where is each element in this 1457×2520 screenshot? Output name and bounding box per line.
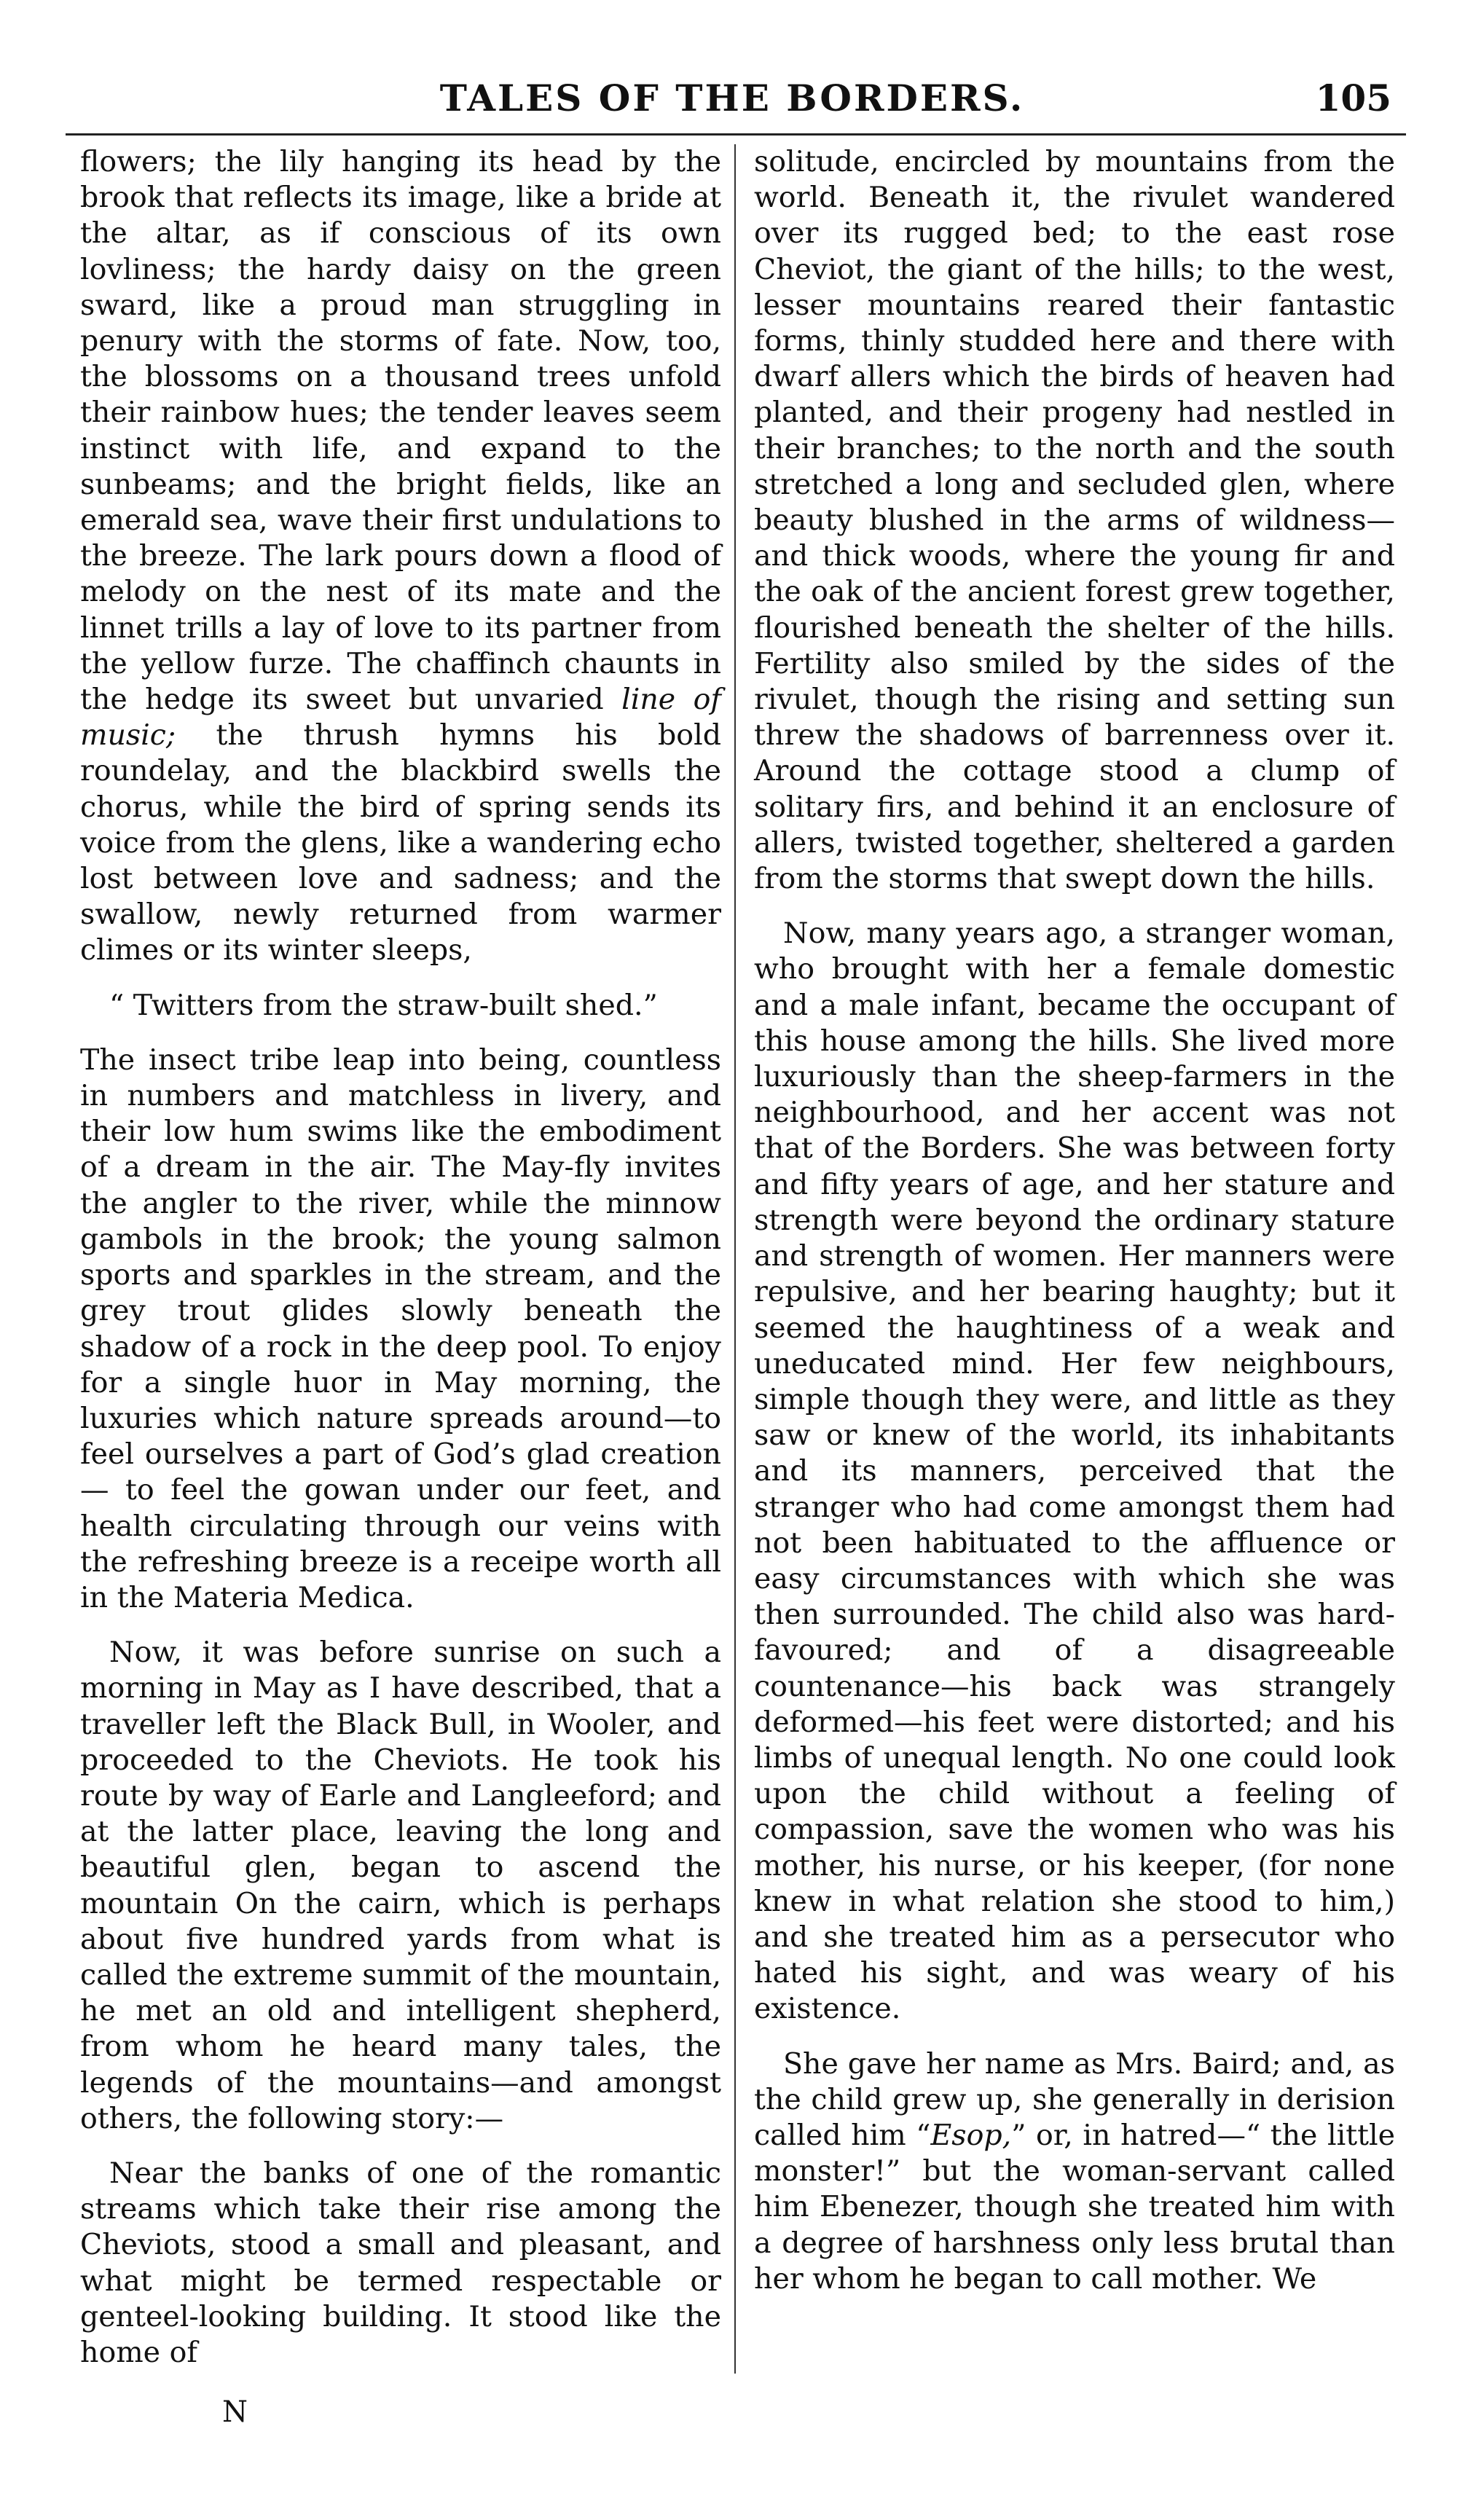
page-number: 105 — [1315, 76, 1391, 119]
paragraph-text: She gave her name as Mrs. Baird; and, as the child grew up, she generally in derision called him “ — [754, 2046, 1395, 2152]
column-divider — [734, 144, 736, 2374]
paragraph-text: ” or, in hatred—“ the little monster!” but the woman-servant called him Ebenezer, though she treated him with a degree of harshness only less brutal than her whom he began to call mother. We — [754, 2118, 1395, 2296]
italic-text: line of music; — [80, 683, 721, 753]
verse-quote: “ Twitters from the straw-built shed.” — [109, 988, 658, 1022]
paragraph — [754, 2046, 1395, 2297]
paragraph — [80, 144, 721, 969]
right-column — [754, 144, 1395, 2297]
paragraph: The insect tribe leap into being, countless in numbers and matchless in livery, and their low hum swims like the embodiment of a dream in the air. The May-fly invites the angler to the river, while the minnow gambols in the brook; the young salmon sports and sparkles in the stream, and the grey trout glides slowly beneath the shadow of a rock in the deep pool. To enjoy for a single huor in May morning, the luxuries which nature spreads around—to feel ourselves a part of God’s glad creation— to feel the gowan under our feet, and health circulating through our veins with the refreshing breeze is a receipe worth all in the Materia Medica. — [80, 1043, 721, 1614]
paragraph: Now, it was before sunrise on such a morning in May as I have described, that a traveller left the Black Bull, in Wooler, and proceeded to the Cheviots. He took his route by way of Earle and Langleeford; and at the latter place, leaving the long and beautiful glen, began to ascend the mountain On the cairn, which is perhaps about five hundred yards from what is called the extreme summit of the mountain, he met an old and intelligent shepherd, from whom he heard many tales, the legends of the mountains—and amongst others, the following story:— — [80, 1636, 721, 2135]
italic-text: Esop, — [930, 2118, 1012, 2152]
paragraph-text: flowers; the lily hanging its head by the brook that reflects its image, like a bride at the altar, as if conscious of its own lovliness; the hardy daisy on the green sward, like a proud man struggling in penury with the storms of fate. Now, too, the blossoms on a thousand trees unfold their rainbow hues; the tender leaves seem instinct with life, and expand to the sunbeams; and the bright fields, like an emerald sea, wave their first undulations to the breeze. The lark pours down a flood of melody on the nest of its mate and the linnet trills a lay of love to its partner from the yellow furze. The chaffinch chaunts in the hedge its sweet but unvaried — [80, 145, 721, 717]
running-title: TALES OF THE BORDERS. — [439, 76, 1025, 119]
header-rule — [66, 133, 1406, 136]
paragraph-text: the thrush hymns his bold roundelay, and the blackbird swells the chorus, while the bird of spring sends its voice from the glens, like a wandering echo lost between love and sadness; and the swallow, newly returned from warmer climes or its winter sleeps, — [80, 718, 721, 967]
paragraph: solitude, encircled by mountains from the world. Beneath it, the rivulet wandered over its rugged bed; to the east rose Cheviot, the giant of the hills; to the west, lesser mountains reared their fantastic forms, thinly studded here and there with dwarf allers which the birds of heaven had planted, and their progeny had nestled in their branches; to the north and the south stretched a long and secluded glen, where beauty blushed in the arms of wildness—and thick woods, where the young fir and the oak of the ancient forest grew together, flourished beneath the shelter of the hills. Fertility also smiled by the sides of the rivulet, though the rising and setting sun threw the shadows of barrenness over it. Around the cottage stood a clump of solitary firs, and behind it an enclosure of allers, twisted together, sheltered a garden from the storms that swept down the hills. — [754, 145, 1395, 896]
paragraph: Near the banks of one of the romantic streams which take their rise among the Cheviots, stood a small and pleasant, and what might be termed respectable or genteel-looking building. It stood like the home of — [80, 2156, 721, 2369]
left-column — [80, 144, 721, 2371]
signature-mark: N — [222, 2395, 248, 2429]
paragraph: Now, many years ago, a stranger woman, who brought with her a female domestic and a male infant, became the occupant of this house among the hills. She lived more luxuriously than the sheep-farmers in the neighbourhood, and her accent was not that of the Borders. She was between forty and fifty years of age, and her stature and strength were beyond the ordinary stature and strength of women. Her manners were repulsive, and her bearing haughty; but it seemed the haughtiness of a weak and uneducated mind. Her few neighbours, simple though they were, and little as they saw or knew of the world, its inhabitants and its manners, perceived that the stranger who had come amongst them had not been habituated to the affluence or easy circumstances with which she was then surrounded. The child also was hard-favoured; and of a disagreeable countenance—his back was strangely deformed—his feet were distorted; and his limbs of unequal length. No one could look upon the child without a feeling of compassion, save the women who was his mother, his nurse, or his keeper, (for none knew in what relation she stood to him,) and she treated him as a persecutor who hated his sight, and was weary of his existence. — [754, 916, 1395, 2026]
page-header — [66, 76, 1399, 127]
